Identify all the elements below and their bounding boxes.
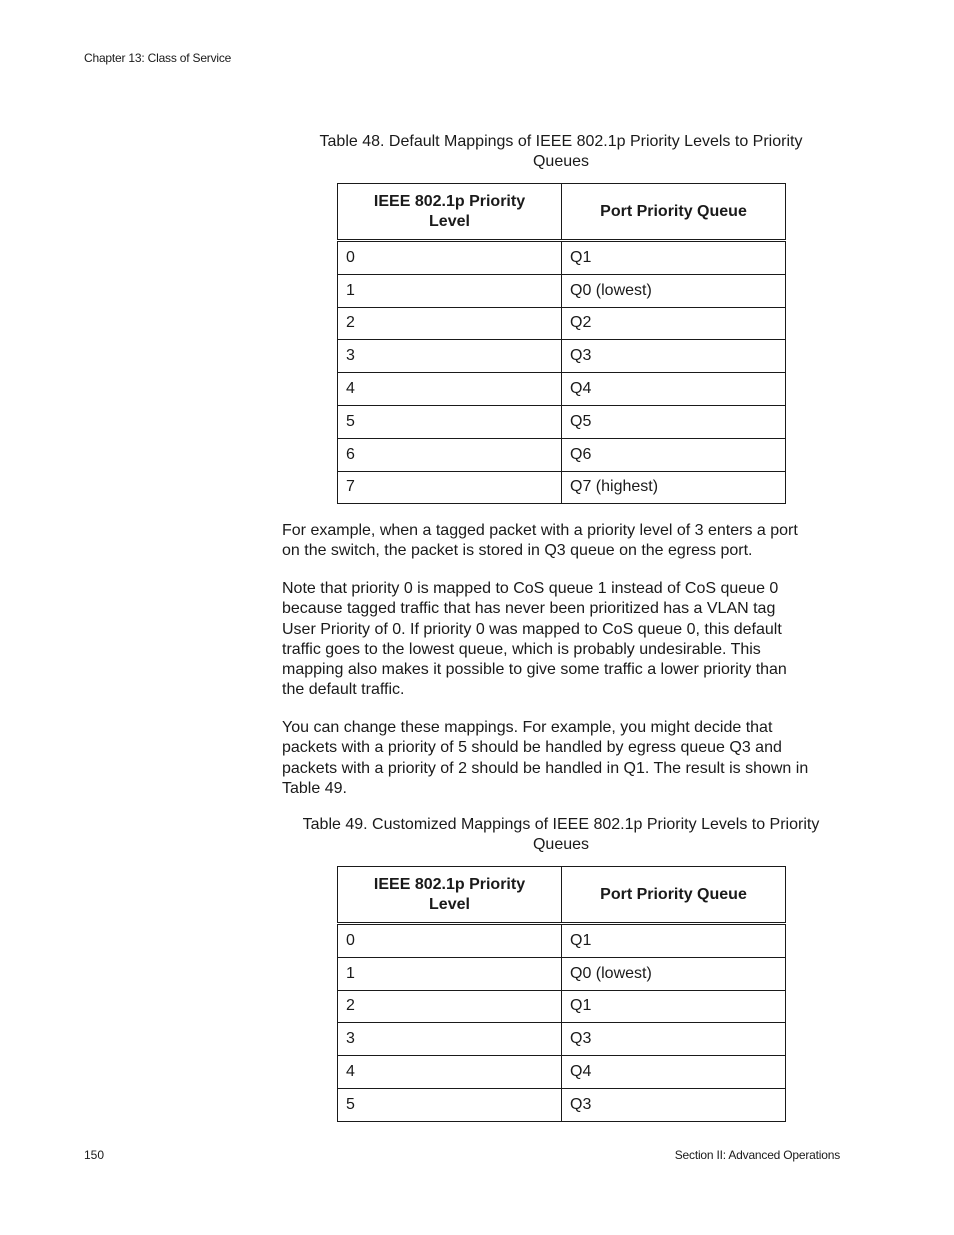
table-row xyxy=(338,990,786,1023)
cell-queue: Q2 xyxy=(562,307,786,340)
paragraph-line: User Priority of 0. If priority 0 was mapped to CoS queue 0, this default xyxy=(282,620,782,638)
cell-level: 7 xyxy=(338,471,562,504)
page-number: 150 xyxy=(84,1148,105,1162)
table-row xyxy=(338,373,786,406)
table-row xyxy=(338,274,786,307)
cell-queue: Q6 xyxy=(562,438,786,471)
cell-queue: Q5 xyxy=(562,405,786,438)
paragraph-line: mapping also makes it possible to give some traffic a lower priority than xyxy=(282,661,787,679)
cell-level: 4 xyxy=(338,373,562,406)
cell-level: 1 xyxy=(338,957,562,990)
paragraph-line: Note that priority 0 is mapped to CoS queue 1 instead of CoS queue 0 xyxy=(282,580,779,597)
table-row xyxy=(338,957,786,990)
table-row xyxy=(338,340,786,373)
cell-queue: Q1 xyxy=(562,990,786,1023)
table-row xyxy=(338,1088,786,1121)
paragraph-line: packets with a priority of 2 should be handled in Q1. The result is shown in xyxy=(282,759,809,777)
table-49-col-level xyxy=(338,867,562,924)
table-48-col-queue: Port Priority Queue xyxy=(562,184,786,241)
paragraph-line: the default traffic. xyxy=(282,681,405,699)
cell-level: 0 xyxy=(338,924,562,958)
running-head: Chapter 13: Class of Service xyxy=(84,51,232,65)
cell-level: 0 xyxy=(338,241,562,275)
cell-queue: Q1 xyxy=(562,924,786,958)
cell-level: 2 xyxy=(338,307,562,340)
table-49-caption-line2: Queues xyxy=(532,836,590,853)
cell-level: 2 xyxy=(338,990,562,1023)
paragraph-line: because tagged traffic that has never been prioritized has a VLAN tag xyxy=(282,600,776,618)
cell-queue: Q3 xyxy=(562,340,786,373)
col-level-line1: IEEE 802.1p Priority xyxy=(373,875,526,893)
table-49-header-row xyxy=(338,867,786,924)
cell-level: 5 xyxy=(338,405,562,438)
table-row xyxy=(338,1056,786,1089)
table-49 xyxy=(337,866,786,1122)
paragraph-line: on the switch, the packet is stored in Q3 queue on the egress port. xyxy=(282,542,753,560)
table-row xyxy=(338,307,786,340)
cell-queue: Q4 xyxy=(562,373,786,406)
table-48-col-level xyxy=(338,184,562,241)
table-48-caption xyxy=(282,132,840,172)
cell-level: 3 xyxy=(338,1023,562,1056)
col-level-line1: IEEE 802.1p Priority xyxy=(373,192,526,210)
paragraph-line: For example, when a tagged packet with a priority level of 3 enters a port xyxy=(282,522,798,539)
cell-queue: Q0 (lowest) xyxy=(562,274,786,307)
paragraph-change xyxy=(282,718,842,799)
paragraph-example xyxy=(282,521,842,562)
paragraph-note xyxy=(282,579,842,701)
cell-level: 6 xyxy=(338,438,562,471)
table-row xyxy=(338,471,786,504)
cell-level: 4 xyxy=(338,1056,562,1089)
col-level-line2: Level xyxy=(429,212,470,230)
cell-queue: Q1 xyxy=(562,241,786,275)
table-48 xyxy=(337,183,786,504)
table-49-caption xyxy=(282,815,840,855)
cell-level: 5 xyxy=(338,1088,562,1121)
cell-level: 3 xyxy=(338,340,562,373)
cell-queue: Q7 (highest) xyxy=(562,471,786,504)
col-level-line2: Level xyxy=(429,895,470,913)
table-49-col-queue: Port Priority Queue xyxy=(562,867,786,924)
table-row xyxy=(338,241,786,275)
cell-queue: Q3 xyxy=(562,1023,786,1056)
paragraph-line: packets with a priority of 5 should be handled by egress queue Q3 and xyxy=(282,739,782,757)
cell-queue: Q3 xyxy=(562,1088,786,1121)
table-row xyxy=(338,438,786,471)
paragraph-line: Table 49. xyxy=(282,779,347,797)
paragraph-line: You can change these mappings. For example, you might decide that xyxy=(282,719,773,736)
cell-queue: Q4 xyxy=(562,1056,786,1089)
table-row xyxy=(338,405,786,438)
section-title: Section II: Advanced Operations xyxy=(674,1148,840,1162)
paragraph-line: traffic goes to the lowest queue, which is probably undesirable. This xyxy=(282,640,761,658)
cell-queue: Q0 (lowest) xyxy=(562,957,786,990)
cell-level: 1 xyxy=(338,274,562,307)
table-48-header-row xyxy=(338,184,786,241)
table-row xyxy=(338,1023,786,1056)
table-49-caption-line1: Table 49. Customized Mappings of IEEE 802.1p Priority Levels to Priority xyxy=(302,816,820,833)
table-row xyxy=(338,924,786,958)
table-48-caption-line1: Table 48. Default Mappings of IEEE 802.1p Priority Levels to Priority xyxy=(319,133,803,150)
table-48-caption-line2: Queues xyxy=(532,153,590,170)
